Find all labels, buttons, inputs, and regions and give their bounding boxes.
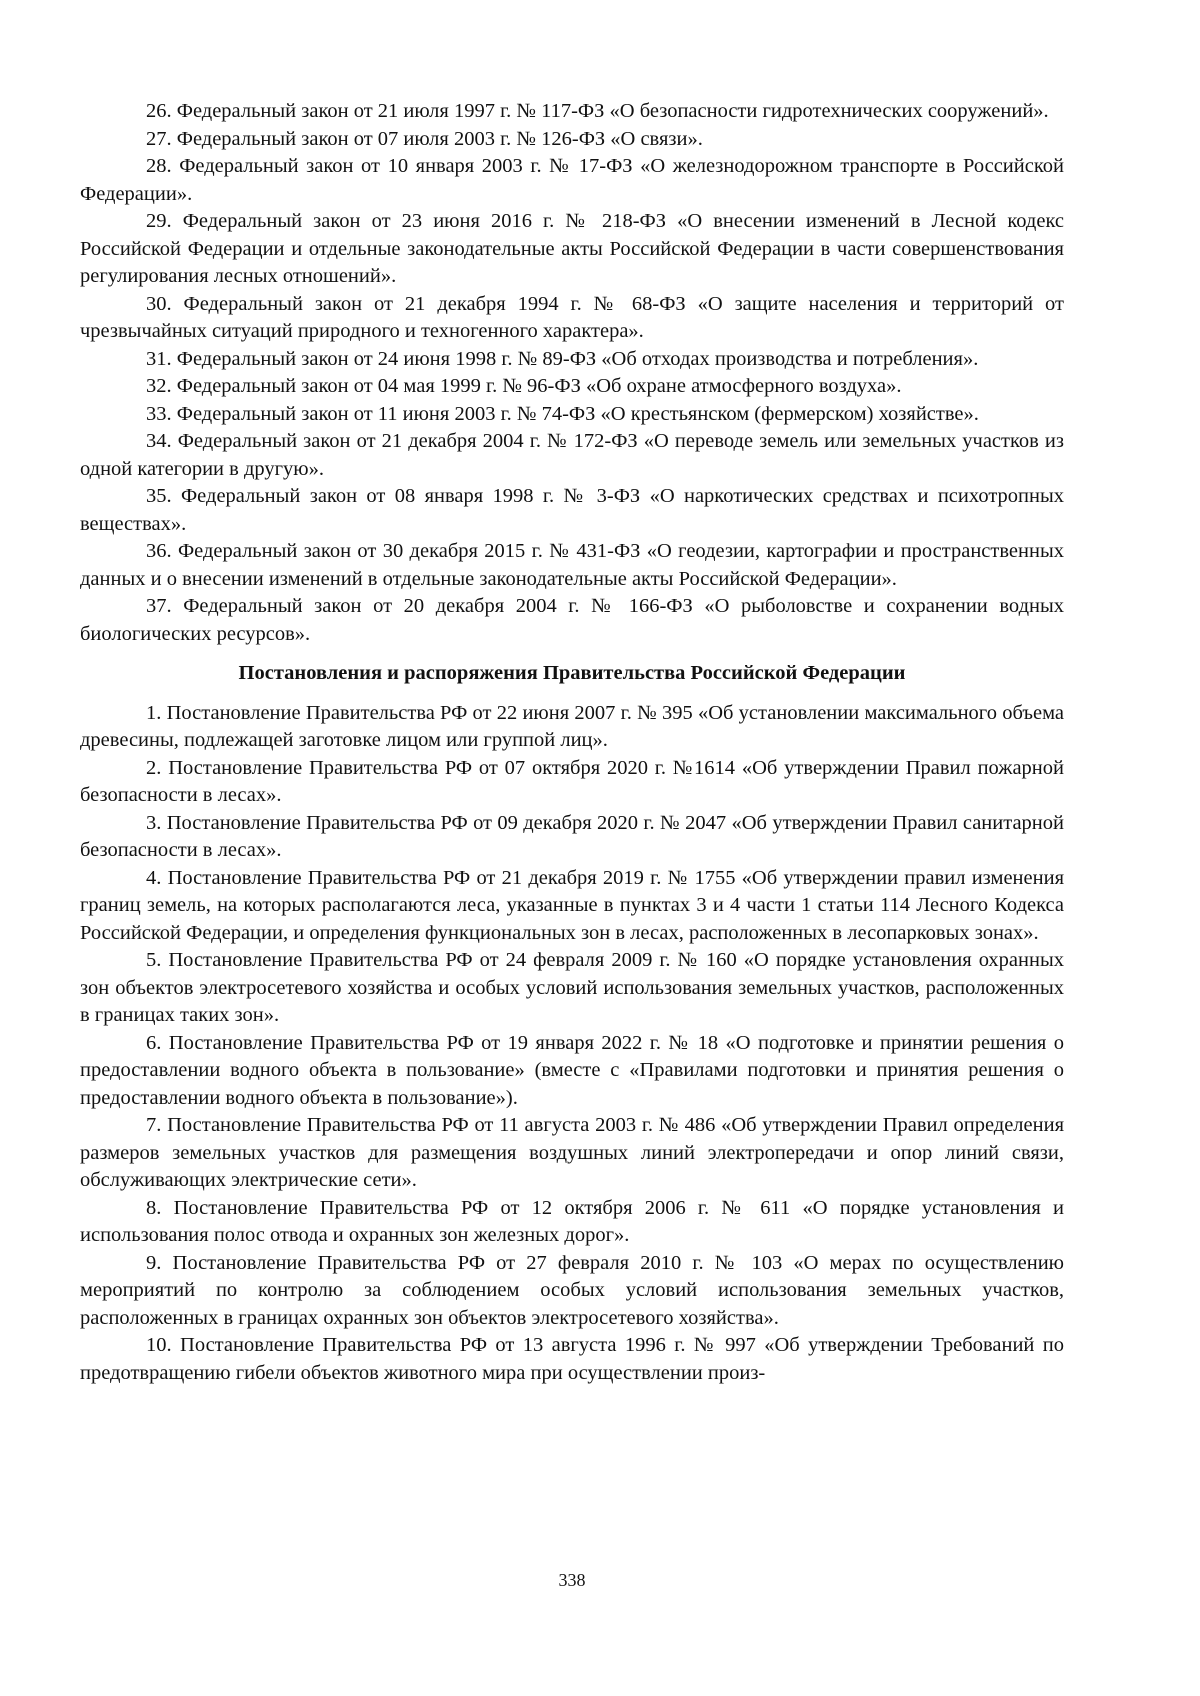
list-item: 28. Федеральный закон от 10 января 2003 г. № 17-ФЗ «О железнодорожном транспорте в Российской Федерации». [80,155,1064,205]
list-item: 30. Федеральный закон от 21 декабря 1994 г. № 68-ФЗ «О защите населения и территорий от чрезвычайных ситуаций природного и техногенного характера». [80,292,1064,342]
list-item: 6. Постановление Правительства РФ от 19 января 2022 г. № 18 «О подготовке и принятии решения о предоставлении водного объекта в пользование» (вместе с «Правилами подготовки и принятия решения о предоставлении водного объекта в пользование»). [80,1031,1064,1109]
section-heading: Постановления и распоряжения Правительства Российской Федерации [238,662,906,684]
list-item: 34. Федеральный закон от 21 декабря 2004 г. № 172-ФЗ «О переводе земель или земельных участков из одной категории в другую». [80,430,1064,480]
page-number: 338 [558,1570,586,1590]
list-item: 35. Федеральный закон от 08 января 1998 г. № 3-ФЗ «О наркотических средствах и психотропных веществах». [80,485,1064,535]
document-page [80,98,1064,1387]
list-item: 37. Федеральный закон от 20 декабря 2004 г. № 166-ФЗ «О рыболовстве и сохранении водных биологических ресурсов». [80,595,1064,645]
list-item: 29. Федеральный закон от 23 июня 2016 г. № 218-ФЗ «О внесении изменений в Лесной кодекс Российской Федерации и отдельные законодательные акты Российской Федерации в части совершенствования регулирования лесных отношений». [80,210,1064,287]
federal-laws-list [80,98,1064,648]
list-item: 10. Постановление Правительства РФ от 13 августа 1996 г. № 997 «Об утверждении Требований по предотвращению гибели объектов животного мира при осуществлении произ- [80,1334,1064,1384]
list-item: 31. Федеральный закон от 24 июня 1998 г. № 89-ФЗ «Об отходах производства и потребления». [146,347,979,370]
list-item: 3. Постановление Правительства РФ от 09 декабря 2020 г. № 2047 «Об утверждении Правил санитарной безопасности в лесах». [80,811,1064,861]
list-item: 5. Постановление Правительства РФ от 24 февраля 2009 г. № 160 «О порядке установления охранных зон объектов электросетевого хозяйства и особых условий использования земельных участков, расположенных в границах таких зон». [80,949,1064,1026]
list-item: 8. Постановление Правительства РФ от 12 октября 2006 г. № 611 «О порядке установления и использования полос отвода и охранных зон железных дорог». [80,1196,1064,1246]
list-item: 2. Постановление Правительства РФ от 07 октября 2020 г. №1614 «Об утверждении Правил пожарной безопасности в лесах». [80,756,1064,806]
government-acts-list [80,700,1064,1388]
list-item: 33. Федеральный закон от 11 июня 2003 г. № 74-ФЗ «О крестьянском (фермерском) хозяйстве». [146,402,979,425]
list-item: 7. Постановление Правительства РФ от 11 августа 2003 г. № 486 «Об утверждении Правил определения размеров земельных участков для размещения воздушных линий электропередачи и опор линий связи, обслуживающих электрические сети». [80,1114,1064,1191]
list-item: 26. Федеральный закон от 21 июля 1997 г. № 117-ФЗ «О безопасности гидротехнических сооружений». [146,100,1049,122]
list-item: 9. Постановление Правительства РФ от 27 февраля 2010 г. № 103 «О мерах по осуществлению мероприятий по контролю за соблюдением особых условий использования земельных участков, расположенных в границах охранных зон объектов электросетевого хозяйства». [80,1251,1064,1329]
list-item: 32. Федеральный закон от 04 мая 1999 г. № 96-ФЗ «Об охране атмосферного воздуха». [146,375,902,397]
list-item: 1. Постановление Правительства РФ от 22 июня 2007 г. № 395 «Об установлении максимального объема древесины, подлежащей заготовке лицом или группой лиц». [80,701,1064,751]
list-item: 36. Федеральный закон от 30 декабря 2015 г. № 431-ФЗ «О геодезии, картографии и пространственных данных и о внесении изменений в отдельные законодательные акты Российской Федерации». [80,540,1064,590]
list-item: 27. Федеральный закон от 07 июля 2003 г. № 126-ФЗ «О связи». [146,127,703,150]
list-item: 4. Постановление Правительства РФ от 21 декабря 2019 г. № 1755 «Об утверждении правил изменения границ земель, на которых располагаются леса, указанные в пунктах 3 и 4 части 1 статьи 114 Лесного Кодекса Российской Федерации, и определения функциональных зон в лесах, расположенных в лесопарковых зонах». [80,866,1064,944]
